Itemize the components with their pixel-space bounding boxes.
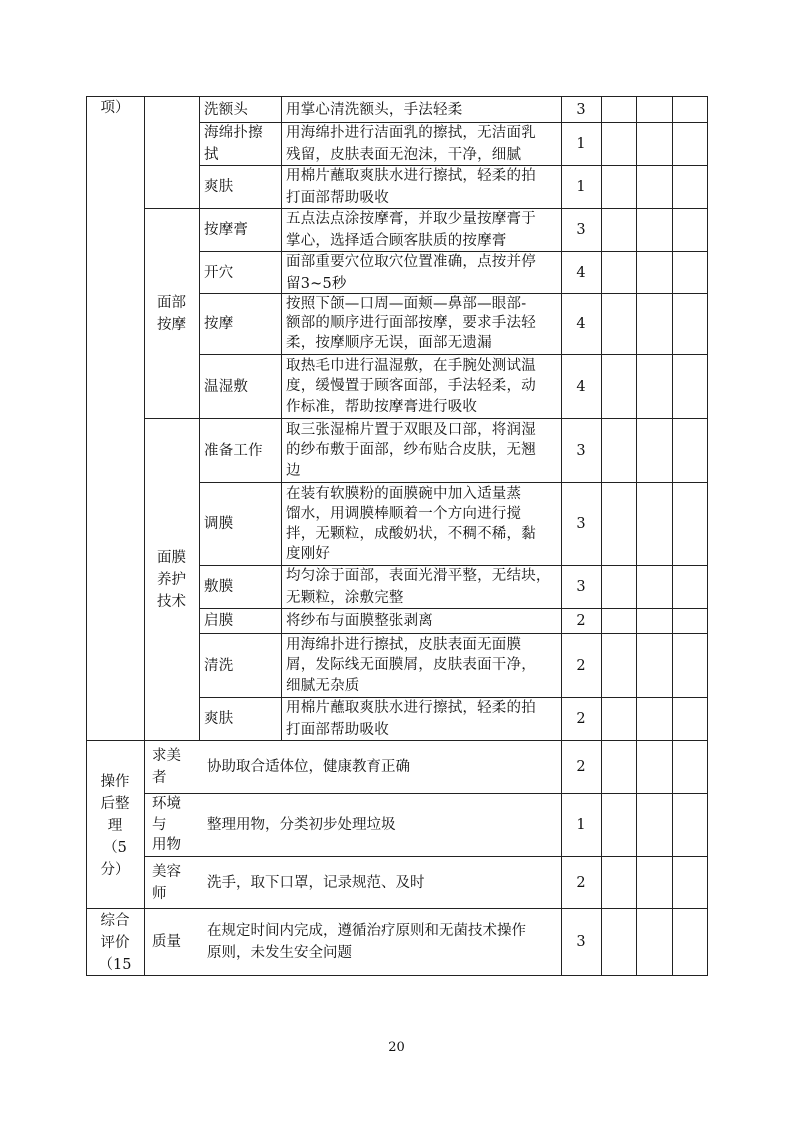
- table-row-desc: 按照下颌—口周—面颊—鼻部—眼部- 额部的顺序进行面部按摩，要求手法轻 柔，按摩顺序无误，面部无遗漏: [286, 295, 536, 351]
- table-row-desc: 五点法点涂按摩膏，并取少量按摩膏于 掌心，选择适合顾客肤质的按摩膏: [286, 211, 536, 249]
- table-row-score: 3: [576, 442, 586, 459]
- category-label: 综合 评价 （15: [98, 913, 132, 973]
- category-label: 面部 按摩: [157, 294, 186, 333]
- table-row-item: 洗额头: [204, 101, 249, 118]
- table-row-desc: 面部重要穴位取穴位置准确，点按并停 留3~5秒: [286, 253, 536, 292]
- table-row-item: 质量: [152, 934, 181, 950]
- table-row-desc: 用海绵扑进行洁面乳的擦拭，无洁面乳 残留，皮肤表面无泡沫，干净，细腻: [286, 125, 536, 163]
- table-row-score: 4: [576, 316, 586, 332]
- table-border: [86, 975, 708, 976]
- table-row-item: 爽肤: [204, 711, 234, 727]
- table-row-score: 2: [576, 613, 586, 629]
- page-number: 20: [388, 1040, 405, 1055]
- table-row-item: 爽肤: [204, 179, 234, 195]
- table-row-desc: 用海绵扑进行擦拭，皮肤表面无面膜 屑，发际线无面膜屑，皮肤表面干净， 细腻无杂质: [286, 636, 536, 694]
- category-label: 面膜 养护 技术: [157, 549, 186, 610]
- table-row-item: 按摩膏: [204, 222, 249, 238]
- table-row-item: 清洗: [204, 657, 234, 674]
- table-row-score: 3: [576, 934, 586, 950]
- table-row-score: 1: [576, 179, 586, 195]
- table-row-score: 2: [576, 759, 586, 775]
- table-row-desc: 取热毛巾进行温湿敷，在手腕处测试温 度，缓慢置于顾客面部，手法轻柔，动 作标准，帮助按摩膏进行吸收: [286, 357, 536, 415]
- table-row-score: 2: [576, 657, 586, 674]
- table-border: [672, 96, 673, 975]
- table-row-score: 3: [576, 579, 586, 595]
- table-row-item: 求美 者: [152, 748, 181, 786]
- table-row-item: 调膜: [204, 516, 234, 532]
- table-row-score: 4: [576, 378, 586, 395]
- table-row-score: 3: [576, 101, 586, 118]
- table-row-desc: 洗手，取下口罩，记录规范、及时: [207, 874, 425, 891]
- table-row-score: 1: [576, 136, 586, 152]
- table-row-item: 敷膜: [204, 579, 234, 595]
- table-row-desc: 在规定时间内完成，遵循治疗原则和无菌技术操作 原则，未发生安全问题: [207, 923, 526, 961]
- table-row-item: 温湿敷: [204, 378, 249, 395]
- table-row-item: 开穴: [204, 264, 234, 281]
- table-row-item: 海绵扑擦 拭: [204, 125, 263, 163]
- table-row-desc: 协助取合适体位，健康教育正确: [207, 759, 410, 775]
- table-row-item: 启膜: [204, 613, 234, 629]
- category-label: 项）: [100, 100, 130, 116]
- table-border: [601, 96, 602, 975]
- table-row-item: 按摩: [204, 316, 234, 332]
- table-row-score: 3: [576, 222, 586, 238]
- table-row-desc: 用棉片蘸取爽肤水进行擦拭，轻柔的拍 打面部帮助吸收: [286, 700, 536, 738]
- table-row-desc: 取三张湿棉片置于双眼及口部，将润湿 的纱布敷于面部，纱布贴合皮肤，无翘 边: [286, 421, 536, 479]
- table-border: [636, 96, 637, 975]
- table-row-score: 3: [576, 516, 586, 532]
- table-row-desc: 将纱布与面膜整张剥离: [286, 613, 433, 629]
- table-row-score: 2: [576, 711, 586, 727]
- table-row-score: 2: [576, 874, 586, 891]
- table-border: [707, 96, 708, 975]
- table-row-desc: 整理用物，分类初步处理垃圾: [207, 817, 396, 833]
- table-row-desc: 用棉片蘸取爽肤水进行擦拭，轻柔的拍 打面部帮助吸收: [286, 168, 536, 206]
- table-row-desc: 均匀涂于面部，表面光滑平整，无结块， 无颗粒，涂敷完整: [286, 568, 551, 606]
- table-row-desc: 在装有软膜粉的面膜碗中加入适量蒸 馏水，用调膜棒顺着一个方向进行搅 拌，无颗粒，成酸奶状，不稠不稀，黏 度刚好: [286, 486, 536, 562]
- table-row-item: 美容 师: [152, 863, 181, 902]
- table-row-item: 环境 与 用物: [152, 796, 181, 854]
- table-row-score: 1: [576, 817, 586, 833]
- table-row-desc: 用掌心清洗额头，手法轻柔: [286, 101, 463, 118]
- table-row-item: 准备工作: [204, 442, 263, 459]
- category-label: 操作 后整 理 （5 分）: [100, 774, 130, 878]
- table-row-score: 4: [576, 264, 586, 281]
